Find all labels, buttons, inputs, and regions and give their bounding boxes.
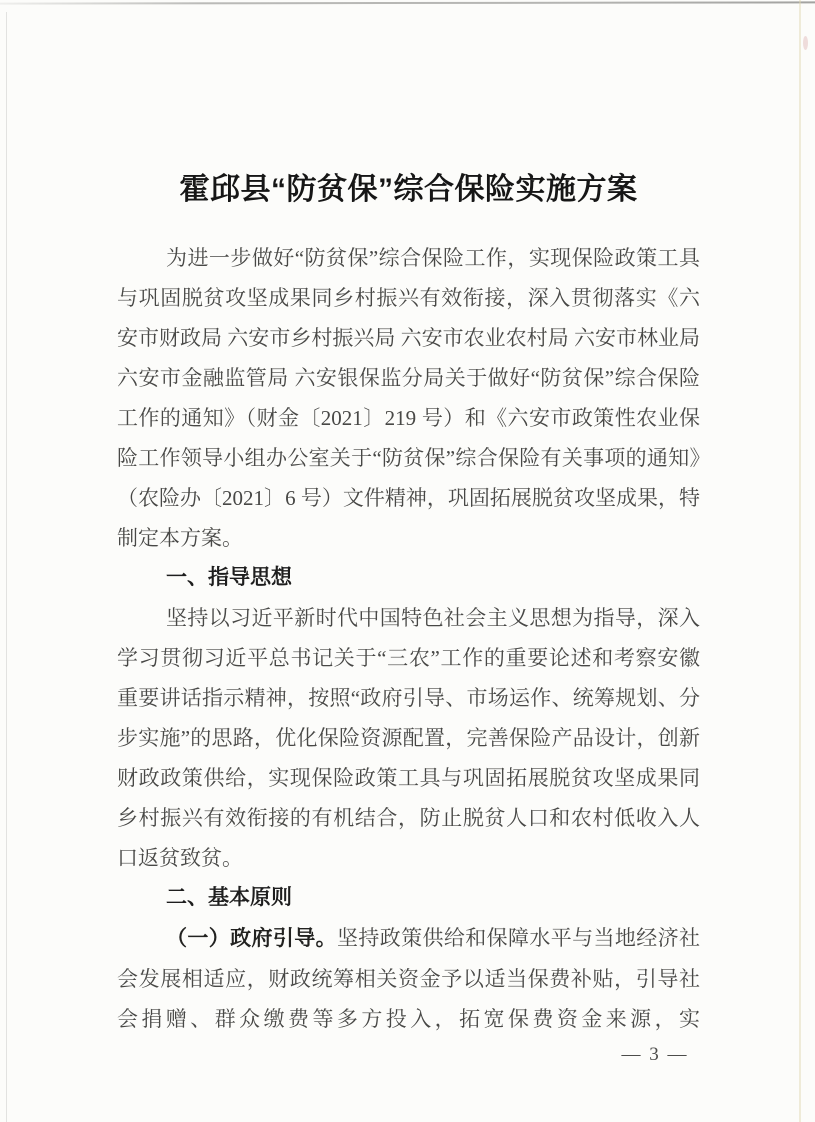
principle-government-guidance-paragraph [117,918,700,1039]
document-title: 霍邱县“防贫保”综合保险实施方案 [179,173,638,206]
section-heading-guiding-ideology: 一、指导思想 [166,566,292,589]
scan-smudge [803,36,808,50]
guiding-ideology-paragraph: 坚持以习近平新时代中国特色社会主义思想为指导，深入学习贯彻习近平总书记关于“三农”工作的重要论述和考察安徽重要讲话指示精神，按照“政府引导、市场运作、统筹规划、分步实施”的思路，优化保险资源配置，完善保险产品设计，创新财政政策供给，实现保险政策工具与巩固拓展脱贫攻坚成果同乡村振兴有效衔接的有机结合，防止脱贫人口和农村低收入人口返贫致贫。 [117,606,700,870]
scan-edge-right [799,0,801,1122]
scan-edge-top [0,1,815,4]
document-content [117,170,700,1039]
scan-edge-left [6,12,7,1122]
section-heading-basic-principles: 二、基本原则 [166,886,292,909]
paragraph-body-government-guidance: 坚持政策供给和保障水平与当地经济社会发展相适应，财政统筹相关资金予以适当保费补贴，引导社会捐赠、群众缴费等多方投入，拓宽保费资金来源，实 [117,926,700,1031]
intro-paragraph: 为进一步做好“防贫保”综合保险工作，实现保险政策工具与巩固脱贫攻坚成果同乡村振兴有效衔接，深入贯彻落实《六安市财政局 六安市乡村振兴局 六安市农业农村局 六安市林业局 六安市金融监管局 六安银保监分局关于做好“防贫保”综合保险工作的通知》（财金〔2021〕219 号）和《六安市政策性农业保险工作领导小组办公室关于“防贫保”综合保险有关事项的通知》（农险办〔2021〕6 号）文件精神，巩固拓展脱贫攻坚成果，特制定本方案。 [117,246,700,550]
page-number: — 3 — [621,1044,689,1065]
paragraph-lead-government-guidance: （一）政府引导。 [166,927,337,950]
